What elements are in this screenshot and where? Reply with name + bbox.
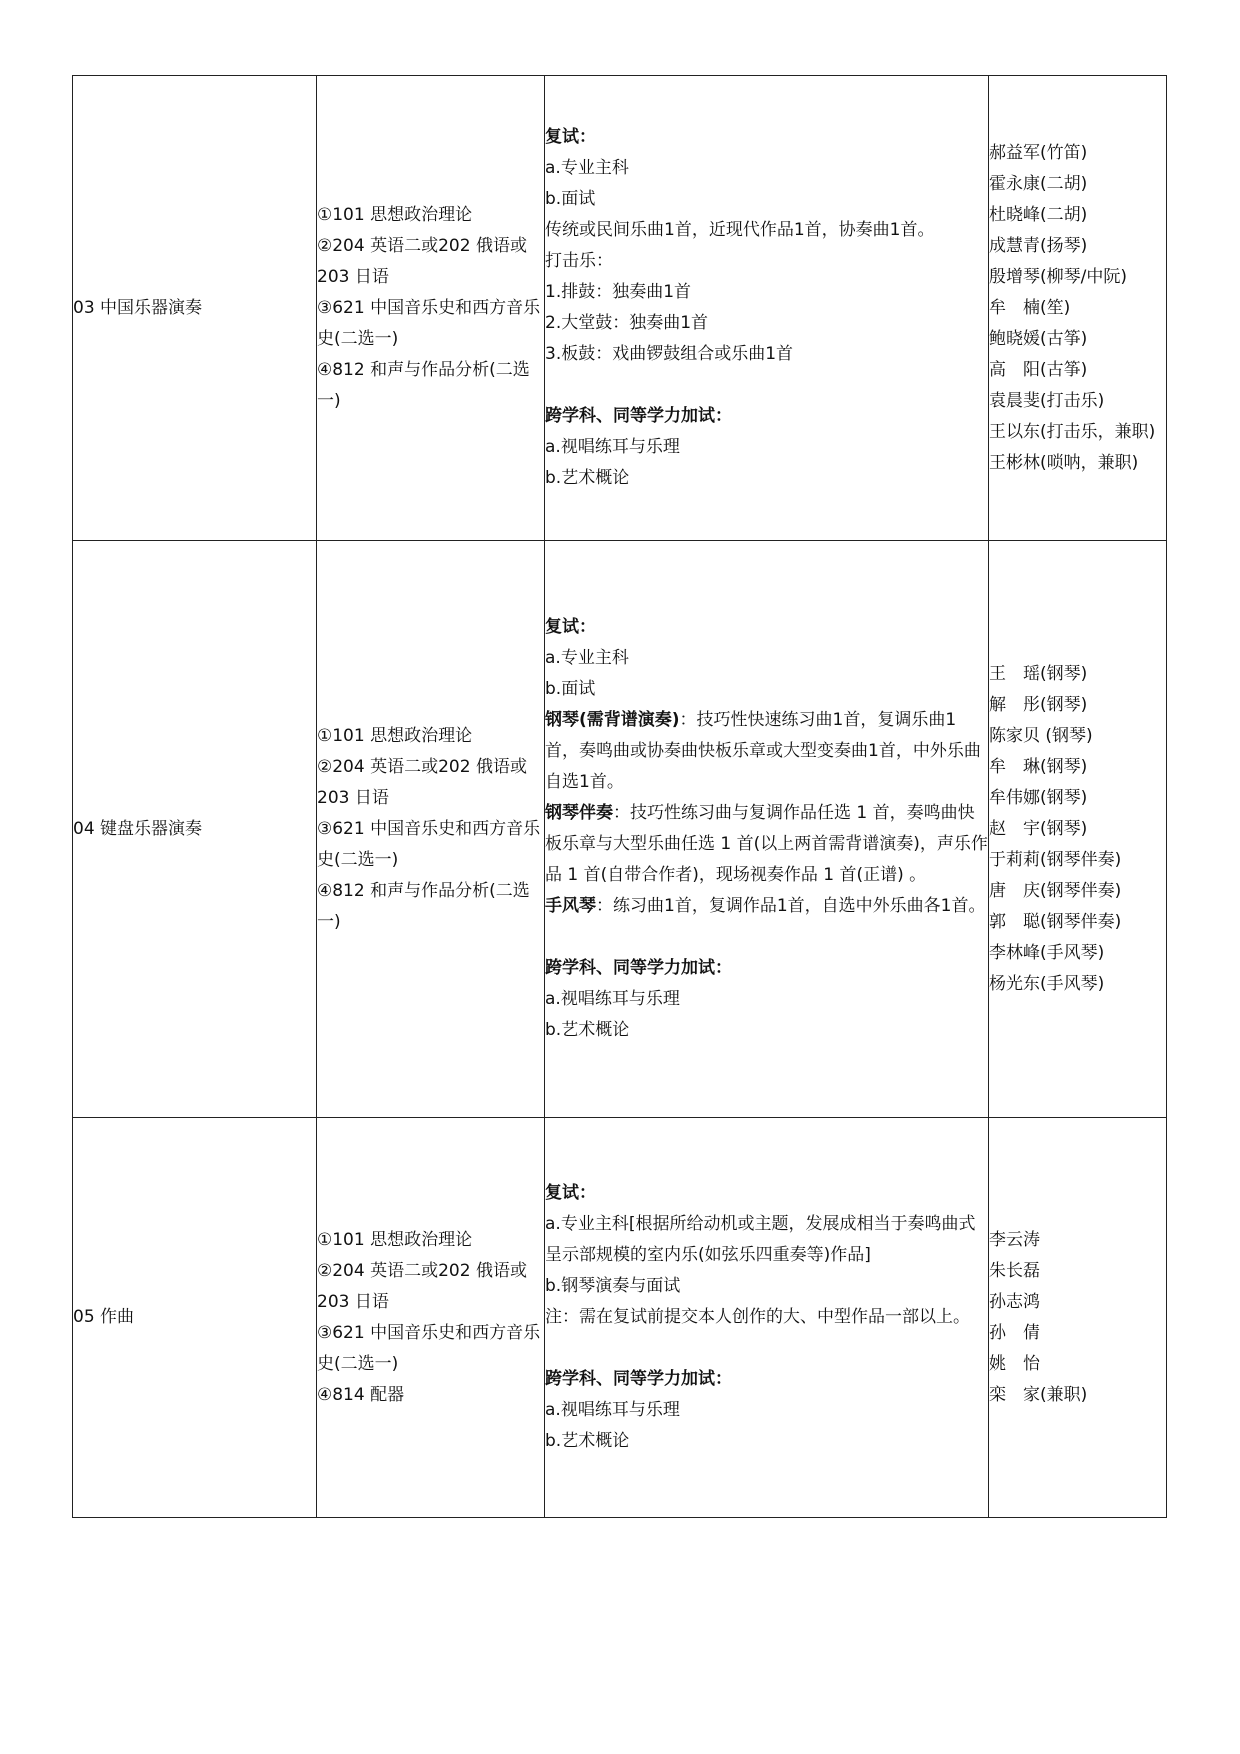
piano-requirement [545, 705, 988, 798]
tutor-name: 牟伟娜(钢琴) [989, 787, 1088, 808]
exam-item: ①101 思想政治理论 [317, 1229, 473, 1250]
extra-test-heading: 跨学科、同等学力加试： [545, 1369, 732, 1389]
tutor-name: 王 瑶(钢琴) [989, 663, 1088, 684]
tutor-name: 殷增琴(柳琴/中阮) [989, 266, 1127, 287]
table-row [73, 1118, 1167, 1518]
exam-item: ④814 配器 [317, 1384, 405, 1405]
tutor-name: 赵 宇(钢琴) [989, 818, 1088, 839]
admissions-table [72, 75, 1167, 1518]
piano-text: ：技巧性快速练习曲1首，复调乐曲1首，奏鸣曲或协奏曲快板乐章或大型变奏曲1首，中外乐曲自选1首。 [545, 710, 981, 792]
extra-test-item: a.视唱练耳与乐理 [545, 437, 680, 457]
piano-label: 钢琴(需背谱演奏) [545, 710, 680, 730]
direction-label: 03 中国乐器演奏 [73, 297, 203, 318]
tutor-name: 郝益军(竹笛) [989, 142, 1088, 163]
tutor-name: 鲍晓媛(古筝) [989, 328, 1088, 349]
tutor-name: 王以东(打击乐，兼职) [989, 421, 1156, 442]
tutor-name: 郭 聪(钢琴伴奏) [989, 911, 1122, 932]
tutor-name: 孙志鸿 [989, 1291, 1040, 1312]
direction-label: 05 作曲 [73, 1307, 135, 1327]
tutor-name: 朱长磊 [989, 1260, 1040, 1281]
retest-item: b.面试 [545, 189, 596, 209]
retest-item: 3.板鼓：戏曲锣鼓组合或乐曲1首 [545, 344, 794, 364]
table-row [73, 541, 1167, 1118]
retest-cell [545, 541, 989, 1118]
tutor-name: 解 彤(钢琴) [989, 694, 1088, 715]
accordion-text: ：练习曲1首，复调作品1首，自选中外乐曲各1首。 [596, 896, 986, 916]
exam-item: ②204 英语二或202 俄语或203 日语 [317, 756, 527, 808]
extra-test-item: b.艺术概论 [545, 468, 630, 488]
direction-cell [73, 1118, 317, 1518]
accompaniment-label: 钢琴伴奏 [545, 803, 613, 823]
retest-item: 打击乐： [545, 251, 613, 271]
exam-item: ①101 思想政治理论 [317, 204, 473, 225]
extra-test-item: a.视唱练耳与乐理 [545, 989, 680, 1009]
exam-subjects-cell [317, 541, 545, 1118]
tutor-name: 栾 家(兼职) [989, 1384, 1088, 1405]
retest-item: a.专业主科 [545, 648, 629, 668]
tutors-cell [989, 541, 1167, 1118]
retest-item: 1.排鼓：独奏曲1首 [545, 282, 692, 302]
extra-test-heading: 跨学科、同等学力加试： [545, 406, 732, 426]
tutor-name: 袁晨斐(打击乐) [989, 390, 1105, 411]
retest-item: a.专业主科 [545, 158, 629, 178]
tutor-name: 牟 楠(笙) [989, 297, 1071, 318]
retest-heading: 复试： [545, 617, 596, 637]
accompaniment-text: ：技巧性练习曲与复调作品任选 1 首，奏鸣曲快板乐章与大型乐曲任选 1 首(以上两首需背谱演奏)，声乐作品 1 首(自带合作者)，现场视奏作品 1 首(正谱) 。 [545, 803, 988, 885]
tutor-name: 李云涛 [989, 1229, 1040, 1250]
exam-item: ④812 和声与作品分析(二选一) [317, 359, 530, 411]
retest-cell [545, 1118, 989, 1518]
tutor-name: 牟 琳(钢琴) [989, 756, 1088, 777]
extra-test-item: b.艺术概论 [545, 1020, 630, 1040]
tutor-name: 孙 倩 [989, 1322, 1040, 1343]
direction-cell [73, 76, 317, 541]
accordion-requirement [545, 891, 988, 922]
tutors-cell [989, 1118, 1167, 1518]
retest-item: b.面试 [545, 679, 596, 699]
exam-item: ②204 英语二或202 俄语或203 日语 [317, 235, 527, 287]
exam-item: ③621 中国音乐史和西方音乐史(二选一) [317, 297, 541, 349]
extra-test-item: a.视唱练耳与乐理 [545, 1400, 680, 1420]
direction-cell [73, 541, 317, 1118]
tutor-name: 杨光东(手风琴) [989, 973, 1105, 994]
accompaniment-requirement [545, 798, 988, 891]
exam-item: ④812 和声与作品分析(二选一) [317, 880, 530, 932]
retest-heading: 复试： [545, 1183, 596, 1203]
direction-label: 04 键盘乐器演奏 [73, 818, 203, 839]
tutor-name: 陈家贝 (钢琴) [989, 725, 1093, 746]
exam-item: ①101 思想政治理论 [317, 725, 473, 746]
tutor-name: 李林峰(手风琴) [989, 942, 1105, 963]
table-row [73, 76, 1167, 541]
tutor-name: 霍永康(二胡) [989, 173, 1088, 194]
exam-subjects-cell [317, 76, 545, 541]
retest-item: a.专业主科[根据所给动机或主题，发展成相当于奏鸣曲式呈示部规模的室内乐(如弦乐四重奏等)作品] [545, 1214, 976, 1265]
retest-item: b.钢琴演奏与面试 [545, 1276, 681, 1296]
spacer [545, 1333, 988, 1364]
exam-item: ②204 英语二或202 俄语或203 日语 [317, 1260, 527, 1312]
exam-subjects-cell [317, 1118, 545, 1518]
accordion-label: 手风琴 [545, 896, 596, 916]
tutors-cell [989, 76, 1167, 541]
retest-heading: 复试： [545, 127, 596, 147]
retest-item: 2.大堂鼓：独奏曲1首 [545, 313, 709, 333]
retest-item: 注：需在复试前提交本人创作的大、中型作品一部以上。 [545, 1307, 970, 1327]
retest-item: 传统或民间乐曲1首，近现代作品1首，协奏曲1首。 [545, 220, 935, 240]
tutor-name: 高 阳(古筝) [989, 359, 1088, 380]
tutor-name: 唐 庆(钢琴伴奏) [989, 880, 1122, 901]
spacer [545, 370, 988, 401]
extra-test-item: b.艺术概论 [545, 1431, 630, 1451]
tutor-name: 王彬林(唢呐，兼职) [989, 452, 1139, 473]
tutor-name: 于莉莉(钢琴伴奏) [989, 849, 1122, 870]
extra-test-heading: 跨学科、同等学力加试： [545, 958, 732, 978]
tutor-name: 姚 怡 [989, 1353, 1040, 1374]
exam-item: ③621 中国音乐史和西方音乐史(二选一) [317, 818, 541, 870]
tutor-name: 成慧青(扬琴) [989, 235, 1088, 256]
retest-cell [545, 76, 989, 541]
spacer [545, 922, 988, 953]
exam-item: ③621 中国音乐史和西方音乐史(二选一) [317, 1322, 541, 1374]
tutor-name: 杜晓峰(二胡) [989, 204, 1088, 225]
